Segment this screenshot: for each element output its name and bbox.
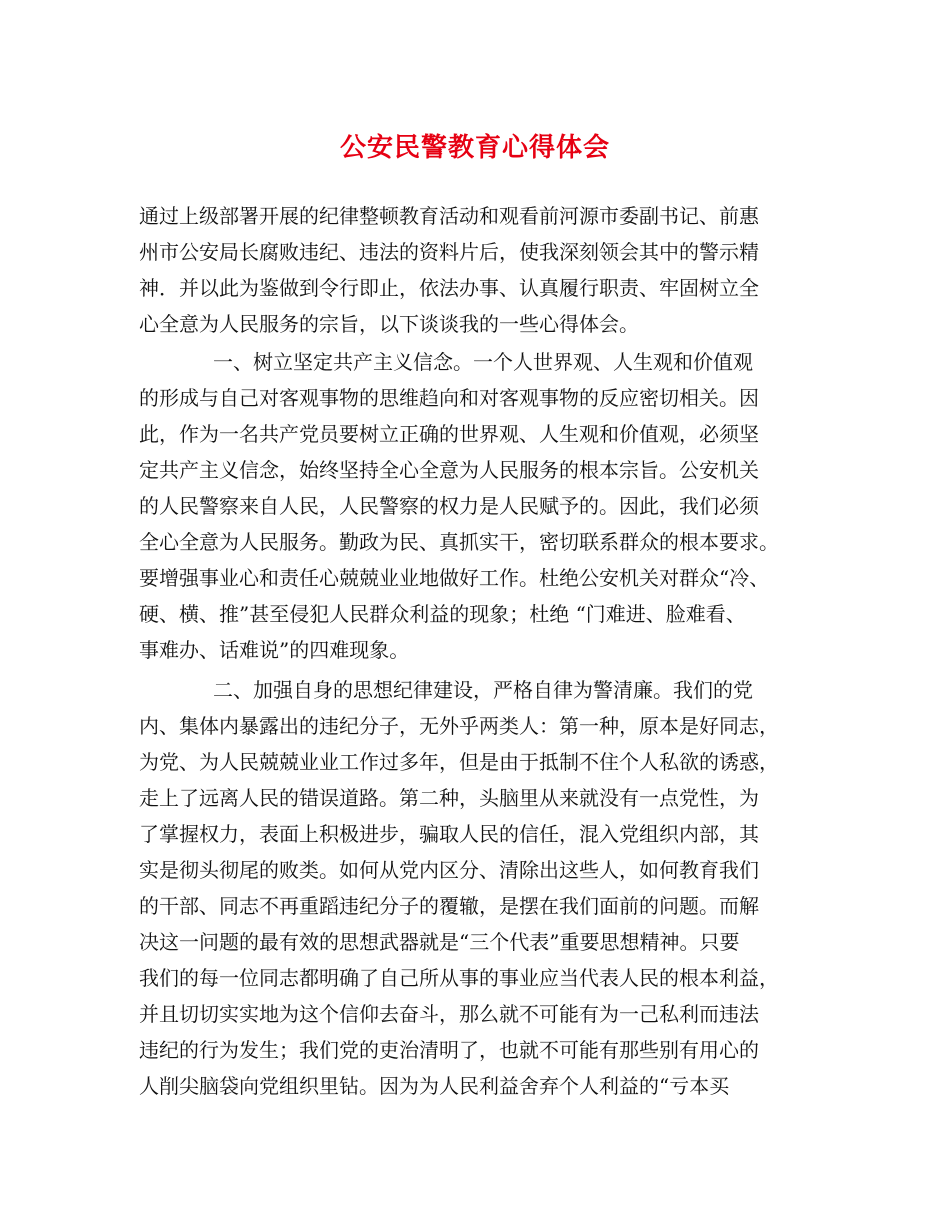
paragraph-line: 全心全意为人民服务。勤政为民、真抓实干，密切联系群众的根本要求。 [139, 530, 779, 554]
paragraph-line: 实是彻头彻尾的败类。如何从党内区分、清除出这些人，如何教育我们 [139, 858, 759, 882]
paragraph-line: 了掌握权力，表面上积极进步，骗取人民的信任，混入党组织内部，其 [139, 822, 759, 846]
document-title: 公安民警教育心得体会 [339, 133, 610, 163]
paragraph-line: 州市公安局长腐败违纪、违法的资料片后，使我深刻领会其中的警示精 [139, 240, 759, 264]
paragraph-line: 违纪的行为发生；我们党的吏治清明了，也就不可能有那些别有用心的 [139, 1038, 759, 1062]
paragraph-line: 为党、为人民兢兢业业工作过多年，但是由于抵制不住个人私欲的诱惑， [139, 750, 779, 774]
paragraph-line: 神．并以此为鉴做到令行即止，依法办事、认真履行职责、牢固树立全 [139, 276, 759, 300]
paragraph-line: 此，作为一名共产党员要树立正确的世界观、人生观和价值观，必须坚 [139, 422, 759, 446]
paragraph-line: 人削尖脑袋向党组织里钻。因为为人民利益舍弃个人利益的“亏本买 [139, 1074, 730, 1098]
paragraph-line: 的干部、同志不再重蹈违纪分子的覆辙，是摆在我们面前的问题。而解 [139, 894, 759, 918]
paragraph-line: 事难办、话难说”的四难现象。 [139, 638, 410, 662]
paragraph-line: 心全意为人民服务的宗旨，以下谈谈我的一些心得体会。 [139, 312, 639, 336]
paragraph-line: 硬、横、推”甚至侵犯人民群众利益的现象；杜绝 “门难进、脸难看、 [139, 602, 746, 626]
paragraph-line: 的人民警察来自人民，人民警察的权力是人民赋予的。因此，我们必须 [139, 494, 759, 518]
paragraph-line: 通过上级部署开展的纪律整顿教育活动和观看前河源市委副书记、前惠 [139, 204, 759, 228]
paragraph-line: 决这一问题的最有效的思想武器就是“三个代表”重要思想精神。只要 [139, 930, 740, 954]
paragraph-line: 内、集体内暴露出的违纪分子，无外乎两类人：第一种，原本是好同志， [139, 714, 779, 738]
paragraph-line: 一、树立坚定共产主义信念。一个人世界观、人生观和价值观 [213, 350, 753, 374]
paragraph-line: 并且切切实实地为这个信仰去奋斗，那么就不可能有为一己私利而违法 [139, 1002, 759, 1026]
paragraph-line: 的形成与自己对客观事物的思维趋向和对客观事物的反应密切相关。因 [139, 386, 759, 410]
paragraph-line: 二、加强自身的思想纪律建设，严格自律为警清廉。我们的党 [213, 678, 753, 702]
paragraph-line: 走上了远离人民的错误道路。第二种，头脑里从来就没有一点党性，为 [139, 786, 759, 810]
paragraph-line: 要增强事业心和责任心兢兢业业地做好工作。杜绝公安机关对群众“冷、 [139, 566, 770, 590]
paragraph-line: 定共产主义信念，始终坚持全心全意为人民服务的根本宗旨。公安机关 [139, 458, 759, 482]
paragraph-line: 我们的每一位同志都明确了自己所从事的事业应当代表人民的根本利益， [139, 966, 779, 990]
